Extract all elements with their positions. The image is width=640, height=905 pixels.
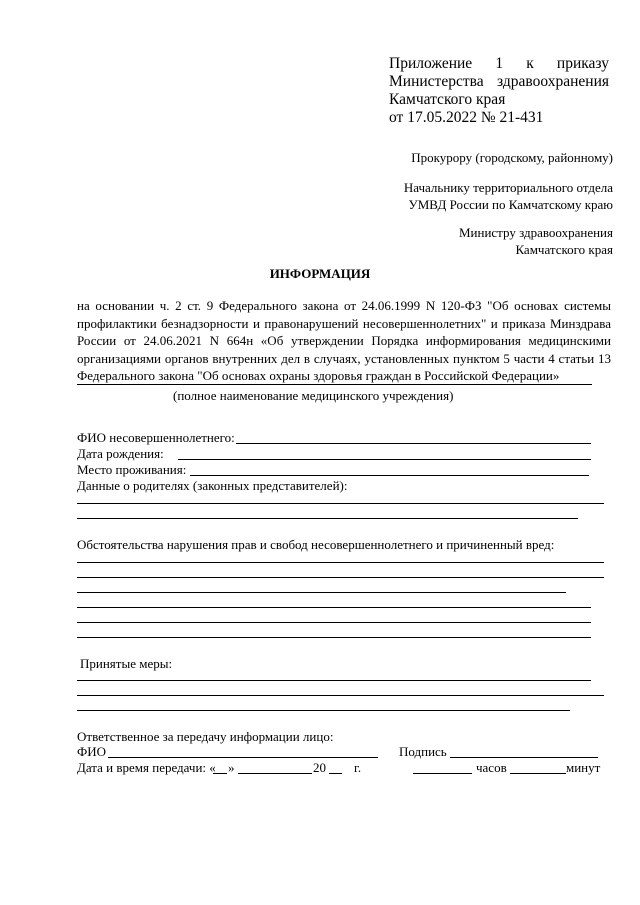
measures-field-line2[interactable] <box>77 695 604 696</box>
addressee-minister <box>459 224 613 258</box>
document-title: ИНФОРМАЦИЯ <box>269 266 371 281</box>
annex-word: Министерства <box>389 73 484 90</box>
residence-label: Место проживания: <box>77 462 187 477</box>
parents-field-line1[interactable] <box>77 503 604 504</box>
basis-paragraph <box>77 297 611 385</box>
minor-name-label: ФИО несовершеннолетнего: <box>77 430 235 445</box>
circumstances-field-line3[interactable] <box>77 592 566 593</box>
circumstances-field-line2[interactable] <box>77 577 604 578</box>
basis-text: на основании ч. 2 ст. 9 Федерального закона от 24.06.1999 N 120-ФЗ "Об основах системы профилактики безнадзорности и правонарушений несовершеннолетних" и приказа Минздрава России от 24.06.2021 N 664н «Об утверждении Порядка информирования медицинскими организациями органов внутренних дел в случаях, установленных пунктом 5 части 4 статьи 13 Федерального закона "Об основах охраны здоровья граждан в Российской Федерации» <box>77 298 611 383</box>
addressee-minister-line1: Министру здравоохранения <box>458 225 613 240</box>
minutes-label: минут <box>566 760 601 775</box>
annex-word: Приложение <box>389 55 473 72</box>
circumstances-field-line5[interactable] <box>77 622 591 623</box>
datetime-year-field[interactable] <box>329 773 342 774</box>
circumstances-field-line1[interactable] <box>77 562 604 563</box>
hours-label: часов <box>476 760 507 775</box>
annex-word: приказу <box>556 55 609 72</box>
org-name-caption: (полное наименование медицинского учреждения) <box>173 388 454 403</box>
signature-label: Подпись <box>399 744 447 759</box>
circumstances-field-line4[interactable] <box>77 607 591 608</box>
addressee-police-line2: УМВД России по Камчатскому краю <box>408 197 613 212</box>
measures-field-line1[interactable] <box>77 680 591 681</box>
org-name-field[interactable] <box>77 384 592 385</box>
hours-field[interactable] <box>413 773 472 774</box>
birth-date-label: Дата рождения: <box>77 446 164 461</box>
datetime-label: Дата и время передачи: « <box>77 760 216 775</box>
datetime-close-quote: » <box>228 760 235 775</box>
addressee-police-line1: Начальнику территориального отдела <box>403 180 613 195</box>
measures-field-line3[interactable] <box>77 710 570 711</box>
annex-word: к <box>526 55 534 72</box>
measures-label: Принятые меры: <box>80 656 173 671</box>
minutes-field[interactable] <box>510 773 566 774</box>
fio-field[interactable] <box>108 757 378 758</box>
annex-line-4: от 17.05.2022 № 21-431 <box>389 109 544 126</box>
addressee-police <box>404 179 613 213</box>
minor-name-field[interactable] <box>236 443 591 444</box>
annex-word: здравоохранения <box>497 73 609 90</box>
annex-line-2 <box>389 73 609 91</box>
addressee-prosecutor: Прокурору (городскому, районному) <box>411 150 613 165</box>
responsible-label: Ответственное за передачу информации лицо: <box>77 729 334 744</box>
fio-label: ФИО <box>77 744 107 759</box>
datetime-month-field[interactable] <box>238 773 312 774</box>
datetime-year-prefix: 20 <box>313 760 326 775</box>
annex-word: 1 <box>495 55 504 72</box>
circumstances-label: Обстоятельства нарушения прав и свобод несовершеннолетнего и причиненный вред: <box>77 537 555 552</box>
annex-block <box>389 55 609 127</box>
parents-field-line2[interactable] <box>77 518 578 519</box>
datetime-day-field[interactable] <box>213 773 227 774</box>
annex-line-3: Камчатского края <box>389 91 506 108</box>
residence-field[interactable] <box>190 475 589 476</box>
datetime-year-suffix: г. <box>354 760 362 775</box>
parents-label: Данные о родителях (законных представителей): <box>77 478 348 493</box>
annex-line-1 <box>389 55 609 73</box>
birth-date-field[interactable] <box>178 459 591 460</box>
signature-field[interactable] <box>450 757 598 758</box>
circumstances-field-line6[interactable] <box>77 637 591 638</box>
addressee-minister-line2: Камчатского края <box>515 242 613 257</box>
